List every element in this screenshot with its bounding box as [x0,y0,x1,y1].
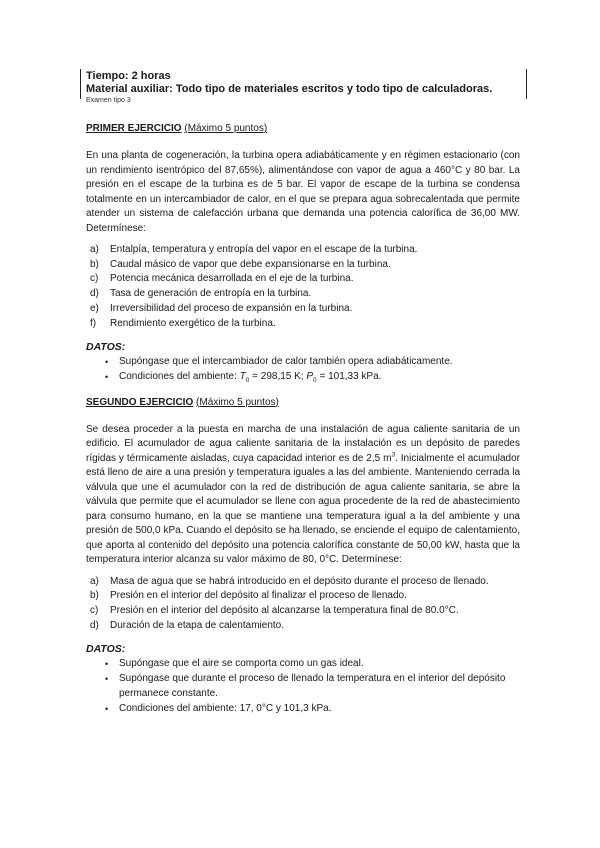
data-item: • Condiciones del ambiente: $T_0 = 298,15$ K; $P_0 = 101,33$ kPa. [105,370,382,384]
bullet-icon: • [105,659,109,670]
question-item: f) Rendimiento exergético de la turbina. [90,317,276,329]
exercise-1-title [86,123,520,135]
exercise-1-data-list [86,355,520,384]
exercise-1-points: (Máximo 5 puntos) [184,123,268,134]
exam-header [86,70,516,105]
exercise-2-points: (Máximo 5 puntos) [196,396,279,408]
question-item: a) Entalpía, temperatura y entropía del vapor en el escape de la turbina. [90,244,418,255]
bullet-icon: • [105,674,109,685]
exercise-1-data-label: DATOS: [86,341,126,354]
material-line: Material auxiliar: Todo tipo de materiales escritos y todo tipo de calculadoras. [86,83,493,95]
question-item: b) Presión en el interior del depósito al finalizar el proceso de llenado. [90,590,407,602]
data-item: • Supóngase que durante el proceso de llenado la temperatura en el interior del depósito permanece constante. [105,673,506,699]
question-item: c) Presión en el interior del depósito al alcanzarse la temperatura final de 80.0°C. [90,605,459,617]
exercise-2-statement: Se desea proceder a la puesta en marcha de una instalación de agua caliente sanitaria de un edificio. El acumulador de agua caliente sanitaria de la instalación es un depósito de paredes rígidas y térmicamente aisladas, cuya capacidad interior es de 2,5 $m^3$. Inicialmente el acumulador está lleno de aire a una presión y temperatura iguales a las del ambiente. Manteniendo cerrada la válvula que une el acumulador con la red de distribución de agua caliente sanitaria, se abre la válvula que permite que el acumulador se llene con agua procedente de la red de abastecimiento para consumo humano, en la que se mantiene una temperatura igual a la del ambiente y una presión de 500,0 kPa. Cuando el depósito se ha llenado, se enciende el equipo de calentamiento, que aporta al contenido del depósito una potencia calorífica constante de 50,00 kW, hasta que la temperatura interior alcanza su valor máximo de 80, 0°C. Determínese: [86,423,520,566]
question-item: a) Masa de agua que se habrá introducido en el depósito durante el proceso de llenado. [90,575,489,587]
question-item: d) Tasa de generación de entropía en la turbina. [90,288,312,300]
bullet-icon: • [105,703,109,714]
data-item: • Condiciones del ambiente: 17, 0°C y 101,3 kPa. [86,702,520,717]
exercise-1-statement: En una planta de cogeneración, la turbina opera adiabáticamente y en régimen estacionario (con un rendimiento isentrópico del 87,65%), alimentándose con vapor de agua a 460°C y 80 bar. La presión en el escape de la turbina es de 5 bar. El vapor de escape de la turbina se condensa totalmente en un intercambiador de calor, en el que se prepara agua sobrecalentada que permite atender un sistema de calefacción urbana que demanda una potencia calorífica de 36,00 MW. Determínese: [86,150,520,234]
header-left-rule [80,69,81,99]
data-item: • Supóngase que el intercambiador de calor también opera adiabáticamente. [86,355,520,370]
question-item: c) Potencia mecánica desarrollada en el eje de la turbina. [90,273,354,285]
bullet-icon: • [105,371,109,382]
bullet-icon: • [105,357,109,368]
question-item: d) Duración de la etapa de calentamiento. [90,619,285,631]
exercise-2-heading: SEGUNDO EJERCICIO [86,396,194,408]
exercise-2-title [86,397,520,409]
question-item: b) Caudal másico de vapor que debe expansionarse en la turbina. [90,258,391,270]
question-item: e) Irreversibilidad del proceso de expansión en la turbina. [90,302,353,314]
exam-type-line: Examen tipo 3 [86,97,131,104]
exercise-1-questions [86,243,520,331]
exercise-2-data-list [86,657,520,716]
data-item: • Supóngase que el aire se comporta como un gas ideal. [86,657,520,672]
header-right-rule [526,69,527,99]
exercise-2-data-label: DATOS: [86,643,126,656]
exercise-1-heading: PRIMER EJERCICIO [86,123,182,134]
exam-content [86,123,520,728]
exercise-2-questions [86,575,520,634]
time-line: Tiempo: 2 horas [86,70,171,82]
